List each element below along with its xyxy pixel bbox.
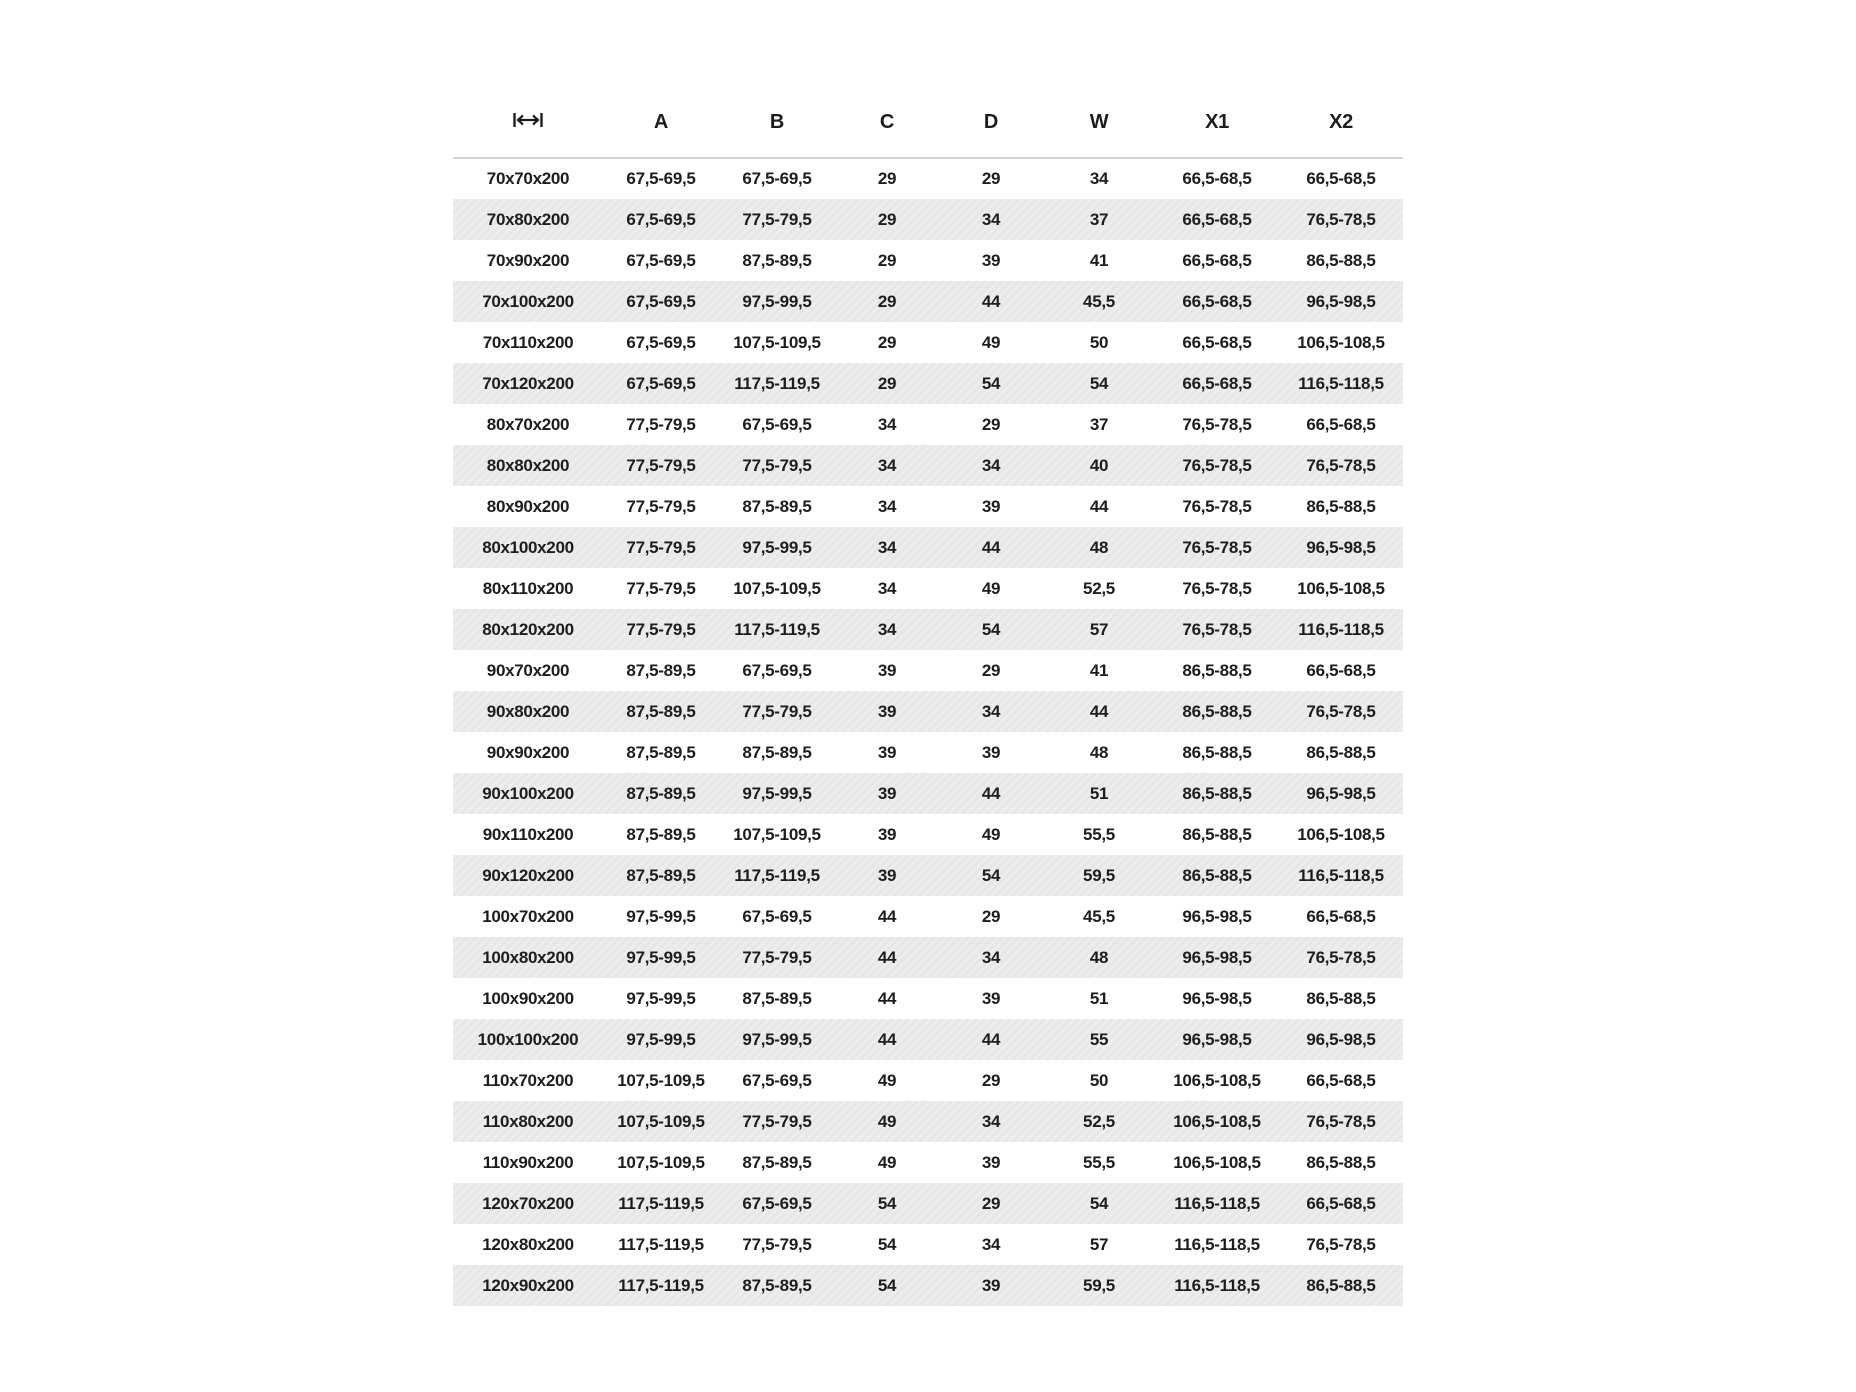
value-cell: 37 [1089,209,1109,229]
value-cell: 66,5-68,5 [1182,250,1252,270]
value-cell: 39 [981,496,1001,516]
table-row [453,1101,1403,1142]
value-cell: 39 [877,783,897,803]
value-cell: 67,5-69,5 [742,1070,812,1090]
value-cell: 87,5-89,5 [742,496,812,516]
value-cell: 29 [981,1070,1001,1090]
table-row [453,486,1403,527]
value-cell: 86,5-88,5 [1182,783,1252,803]
value-cell: 116,5-118,5 [1298,865,1384,885]
value-cell: 96,5-98,5 [1182,906,1252,926]
value-cell: 39 [877,742,897,762]
value-cell: 97,5-99,5 [626,906,696,926]
value-cell: 96,5-98,5 [1306,783,1376,803]
value-cell: 67,5-69,5 [626,373,696,393]
value-cell: 97,5-99,5 [742,783,812,803]
value-cell: 86,5-88,5 [1182,660,1252,680]
value-cell: 34 [877,455,897,475]
size-cell: 120x90x200 [482,1275,574,1295]
value-cell: 67,5-69,5 [742,169,812,188]
value-cell: 29 [877,332,897,352]
table-row [453,1060,1403,1101]
value-cell: 106,5-108,5 [1173,1152,1261,1172]
value-cell: 45,5 [1083,906,1115,926]
value-cell: 57 [1089,1234,1109,1254]
value-cell: 76,5-78,5 [1182,578,1252,598]
value-cell: 66,5-68,5 [1306,1193,1376,1213]
value-cell: 29 [981,414,1001,434]
value-cell: 67,5-69,5 [742,414,812,434]
value-cell: 50 [1089,332,1109,352]
value-cell: 49 [877,1111,897,1131]
value-cell: 87,5-89,5 [626,742,696,762]
value-cell: 34 [981,947,1001,967]
value-cell: 29 [877,169,897,188]
value-cell: 107,5-109,5 [617,1111,705,1131]
value-cell: 37 [1089,414,1109,434]
value-cell: 54 [981,619,1001,639]
value-cell: 29 [877,209,897,229]
size-cell: 110x70x200 [482,1070,574,1090]
table-row [453,199,1403,240]
value-cell: 29 [981,1193,1001,1213]
value-cell: 44 [1089,496,1109,516]
value-cell: 67,5-69,5 [742,1193,812,1213]
table-row [453,1224,1403,1265]
value-cell: 67,5-69,5 [626,250,696,270]
value-cell: 96,5-98,5 [1306,537,1376,557]
value-cell: 96,5-98,5 [1306,291,1376,311]
value-cell: 40 [1089,455,1109,475]
value-cell: 49 [981,578,1001,598]
value-cell: 86,5-88,5 [1182,701,1252,721]
value-cell: 66,5-68,5 [1306,414,1376,434]
value-cell: 54 [1089,373,1109,393]
value-cell: 76,5-78,5 [1306,947,1376,967]
value-cell: 54 [877,1275,897,1295]
size-cell: 90x70x200 [486,660,570,680]
value-cell: 34 [877,496,897,516]
table-row [453,322,1403,363]
table-row [453,978,1403,1019]
value-cell: 34 [981,209,1001,229]
table-row [453,1019,1403,1060]
value-cell: 77,5-79,5 [742,1111,812,1131]
size-cell: 100x70x200 [482,906,574,926]
table-row [453,732,1403,773]
value-cell: 77,5-79,5 [626,455,696,475]
size-cell: 90x110x200 [482,824,574,844]
value-cell: 50 [1089,1070,1109,1090]
value-cell: 34 [877,537,897,557]
value-cell: 96,5-98,5 [1182,1029,1252,1049]
value-cell: 76,5-78,5 [1182,455,1252,475]
value-cell: 51 [1089,988,1109,1008]
value-cell: 97,5-99,5 [742,537,812,557]
value-cell: 34 [981,1234,1001,1254]
value-cell: 116,5-118,5 [1174,1234,1260,1254]
value-cell: 116,5-118,5 [1298,619,1384,639]
value-cell: 48 [1089,947,1109,967]
size-cell: 110x80x200 [482,1111,574,1131]
table-row [453,609,1403,650]
table-row [453,158,1403,199]
value-cell: 107,5-109,5 [733,578,821,598]
value-cell: 97,5-99,5 [742,1029,812,1049]
value-cell: 77,5-79,5 [742,455,812,475]
value-cell: 86,5-88,5 [1182,824,1252,844]
size-cell: 90x80x200 [486,701,570,721]
table-row [453,568,1403,609]
value-cell: 67,5-69,5 [626,209,696,229]
value-cell: 87,5-89,5 [742,988,812,1008]
size-column-header [453,88,603,158]
value-cell: 76,5-78,5 [1306,1111,1376,1131]
size-cell: 80x100x200 [482,537,574,557]
value-cell: 107,5-109,5 [733,824,821,844]
size-cell: 70x70x200 [486,169,570,188]
size-cell: 100x90x200 [482,988,574,1008]
value-cell: 76,5-78,5 [1182,537,1252,557]
value-cell: 87,5-89,5 [626,783,696,803]
value-cell: 34 [981,701,1001,721]
value-cell: 49 [877,1070,897,1090]
value-cell: 49 [981,824,1001,844]
value-cell: 66,5-68,5 [1306,1070,1376,1090]
value-cell: 48 [1089,537,1109,557]
table-row [453,814,1403,855]
value-cell: 87,5-89,5 [626,824,696,844]
value-cell: 117,5-119,5 [734,619,820,639]
table-row [453,363,1403,404]
value-cell: 51 [1089,783,1109,803]
value-cell: 39 [877,701,897,721]
value-cell: 87,5-89,5 [626,660,696,680]
value-cell: 97,5-99,5 [626,988,696,1008]
table-header-row [453,88,1403,158]
table-row [453,281,1403,322]
table-row [453,691,1403,732]
size-cell: 100x100x200 [477,1029,579,1049]
size-cell: 110x90x200 [482,1152,574,1172]
value-cell: 44 [877,1029,897,1049]
value-cell: 66,5-68,5 [1182,332,1252,352]
value-cell: 59,5 [1083,1275,1115,1295]
table-row [453,773,1403,814]
value-cell: 48 [1089,742,1109,762]
value-cell: 86,5-88,5 [1306,250,1376,270]
value-cell: 39 [981,742,1001,762]
value-cell: 86,5-88,5 [1182,865,1252,885]
column-header-a: A [603,88,719,158]
column-header-d: D [939,88,1043,158]
value-cell: 49 [877,1152,897,1172]
column-header-x1: X1 [1155,88,1279,158]
value-cell: 96,5-98,5 [1306,1029,1376,1049]
value-cell: 86,5-88,5 [1182,742,1252,762]
value-cell: 39 [981,250,1001,270]
value-cell: 97,5-99,5 [626,947,696,967]
value-cell: 29 [877,291,897,311]
value-cell: 54 [877,1193,897,1213]
value-cell: 54 [1089,1193,1109,1213]
column-header-x2: X2 [1279,88,1403,158]
value-cell: 52,5 [1083,578,1115,598]
table-row [453,896,1403,937]
value-cell: 57 [1089,619,1109,639]
value-cell: 44 [981,537,1001,557]
value-cell: 77,5-79,5 [742,947,812,967]
value-cell: 87,5-89,5 [626,865,696,885]
value-cell: 67,5-69,5 [626,169,696,188]
value-cell: 29 [981,169,1001,188]
value-cell: 117,5-119,5 [618,1193,704,1213]
value-cell: 44 [877,947,897,967]
value-cell: 117,5-119,5 [734,373,820,393]
value-cell: 116,5-118,5 [1298,373,1384,393]
value-cell: 77,5-79,5 [626,414,696,434]
size-cell: 80x90x200 [486,496,570,516]
value-cell: 66,5-68,5 [1182,209,1252,229]
value-cell: 116,5-118,5 [1174,1193,1260,1213]
size-cell: 100x80x200 [482,947,574,967]
value-cell: 77,5-79,5 [626,537,696,557]
value-cell: 54 [981,373,1001,393]
value-cell: 34 [877,414,897,434]
value-cell: 77,5-79,5 [742,701,812,721]
value-cell: 39 [981,1275,1001,1295]
size-cell: 70x100x200 [482,291,574,311]
value-cell: 106,5-108,5 [1173,1070,1261,1090]
value-cell: 34 [981,1111,1001,1131]
value-cell: 44 [877,988,897,1008]
size-cell: 70x120x200 [482,373,574,393]
column-header-b: B [719,88,835,158]
value-cell: 86,5-88,5 [1306,742,1376,762]
value-cell: 67,5-69,5 [742,906,812,926]
value-cell: 29 [877,373,897,393]
value-cell: 55 [1089,1029,1109,1049]
size-cell: 80x110x200 [482,578,574,598]
value-cell: 39 [877,824,897,844]
table-row [453,1142,1403,1183]
table-row [453,527,1403,568]
value-cell: 55,5 [1083,824,1115,844]
value-cell: 77,5-79,5 [742,1234,812,1254]
value-cell: 59,5 [1083,865,1115,885]
value-cell: 66,5-68,5 [1306,169,1376,188]
value-cell: 87,5-89,5 [742,1275,812,1295]
table-row [453,1265,1403,1306]
value-cell: 55,5 [1083,1152,1115,1172]
size-cell: 120x80x200 [482,1234,574,1254]
value-cell: 34 [1089,169,1109,188]
size-cell: 80x80x200 [486,455,570,475]
value-cell: 107,5-109,5 [733,332,821,352]
value-cell: 106,5-108,5 [1297,332,1385,352]
value-cell: 97,5-99,5 [626,1029,696,1049]
value-cell: 106,5-108,5 [1297,824,1385,844]
value-cell: 87,5-89,5 [742,1152,812,1172]
size-cell: 120x70x200 [482,1193,574,1213]
value-cell: 49 [981,332,1001,352]
value-cell: 76,5-78,5 [1306,455,1376,475]
value-cell: 54 [981,865,1001,885]
value-cell: 39 [981,1152,1001,1172]
value-cell: 76,5-78,5 [1182,619,1252,639]
value-cell: 44 [877,906,897,926]
value-cell: 87,5-89,5 [626,701,696,721]
value-cell: 116,5-118,5 [1174,1275,1260,1295]
size-cell: 70x110x200 [482,332,574,352]
value-cell: 117,5-119,5 [618,1234,704,1254]
value-cell: 87,5-89,5 [742,742,812,762]
table-row [453,650,1403,691]
value-cell: 52,5 [1083,1111,1115,1131]
value-cell: 34 [877,619,897,639]
value-cell: 107,5-109,5 [617,1152,705,1172]
value-cell: 66,5-68,5 [1306,660,1376,680]
value-cell: 106,5-108,5 [1173,1111,1261,1131]
value-cell: 66,5-68,5 [1306,906,1376,926]
column-header-w: W [1043,88,1155,158]
value-cell: 39 [877,660,897,680]
value-cell: 86,5-88,5 [1306,496,1376,516]
size-cell: 90x90x200 [486,742,570,762]
value-cell: 54 [877,1234,897,1254]
size-cell: 80x120x200 [482,619,574,639]
value-cell: 34 [877,578,897,598]
value-cell: 44 [1089,701,1109,721]
size-cell: 90x100x200 [482,783,574,803]
value-cell: 77,5-79,5 [626,619,696,639]
value-cell: 39 [877,865,897,885]
value-cell: 86,5-88,5 [1306,1152,1376,1172]
size-cell: 80x70x200 [486,414,570,434]
value-cell: 86,5-88,5 [1306,1275,1376,1295]
value-cell: 76,5-78,5 [1306,1234,1376,1254]
value-cell: 77,5-79,5 [626,496,696,516]
value-cell: 29 [877,250,897,270]
table-row [453,240,1403,281]
value-cell: 67,5-69,5 [626,291,696,311]
value-cell: 41 [1089,660,1109,680]
value-cell: 67,5-69,5 [626,332,696,352]
value-cell: 34 [981,455,1001,475]
value-cell: 66,5-68,5 [1182,291,1252,311]
table-row [453,937,1403,978]
column-header-c: C [835,88,939,158]
value-cell: 77,5-79,5 [742,209,812,229]
value-cell: 45,5 [1083,291,1115,311]
value-cell: 66,5-68,5 [1182,169,1252,188]
value-cell: 117,5-119,5 [734,865,820,885]
table-row [453,1183,1403,1224]
value-cell: 106,5-108,5 [1297,578,1385,598]
table-row [453,404,1403,445]
value-cell: 67,5-69,5 [742,660,812,680]
value-cell: 66,5-68,5 [1182,373,1252,393]
value-cell: 96,5-98,5 [1182,988,1252,1008]
size-cell: 70x90x200 [486,250,570,270]
value-cell: 86,5-88,5 [1306,988,1376,1008]
table-row [453,855,1403,896]
value-cell: 76,5-78,5 [1182,414,1252,434]
value-cell: 44 [981,783,1001,803]
value-cell: 41 [1089,250,1109,270]
value-cell: 29 [981,906,1001,926]
value-cell: 97,5-99,5 [742,291,812,311]
table-row [453,445,1403,486]
value-cell: 44 [981,291,1001,311]
value-cell: 96,5-98,5 [1182,947,1252,967]
value-cell: 29 [981,660,1001,680]
value-cell: 76,5-78,5 [1306,209,1376,229]
value-cell: 76,5-78,5 [1182,496,1252,516]
size-cell: 70x80x200 [486,209,570,229]
value-cell: 44 [981,1029,1001,1049]
value-cell: 76,5-78,5 [1306,701,1376,721]
value-cell: 87,5-89,5 [742,250,812,270]
size-cell: 90x120x200 [482,865,574,885]
width-dimension-icon [513,112,543,128]
value-cell: 39 [981,988,1001,1008]
value-cell: 107,5-109,5 [617,1070,705,1090]
value-cell: 77,5-79,5 [626,578,696,598]
dimensions-table [453,88,1403,1306]
value-cell: 117,5-119,5 [618,1275,704,1295]
